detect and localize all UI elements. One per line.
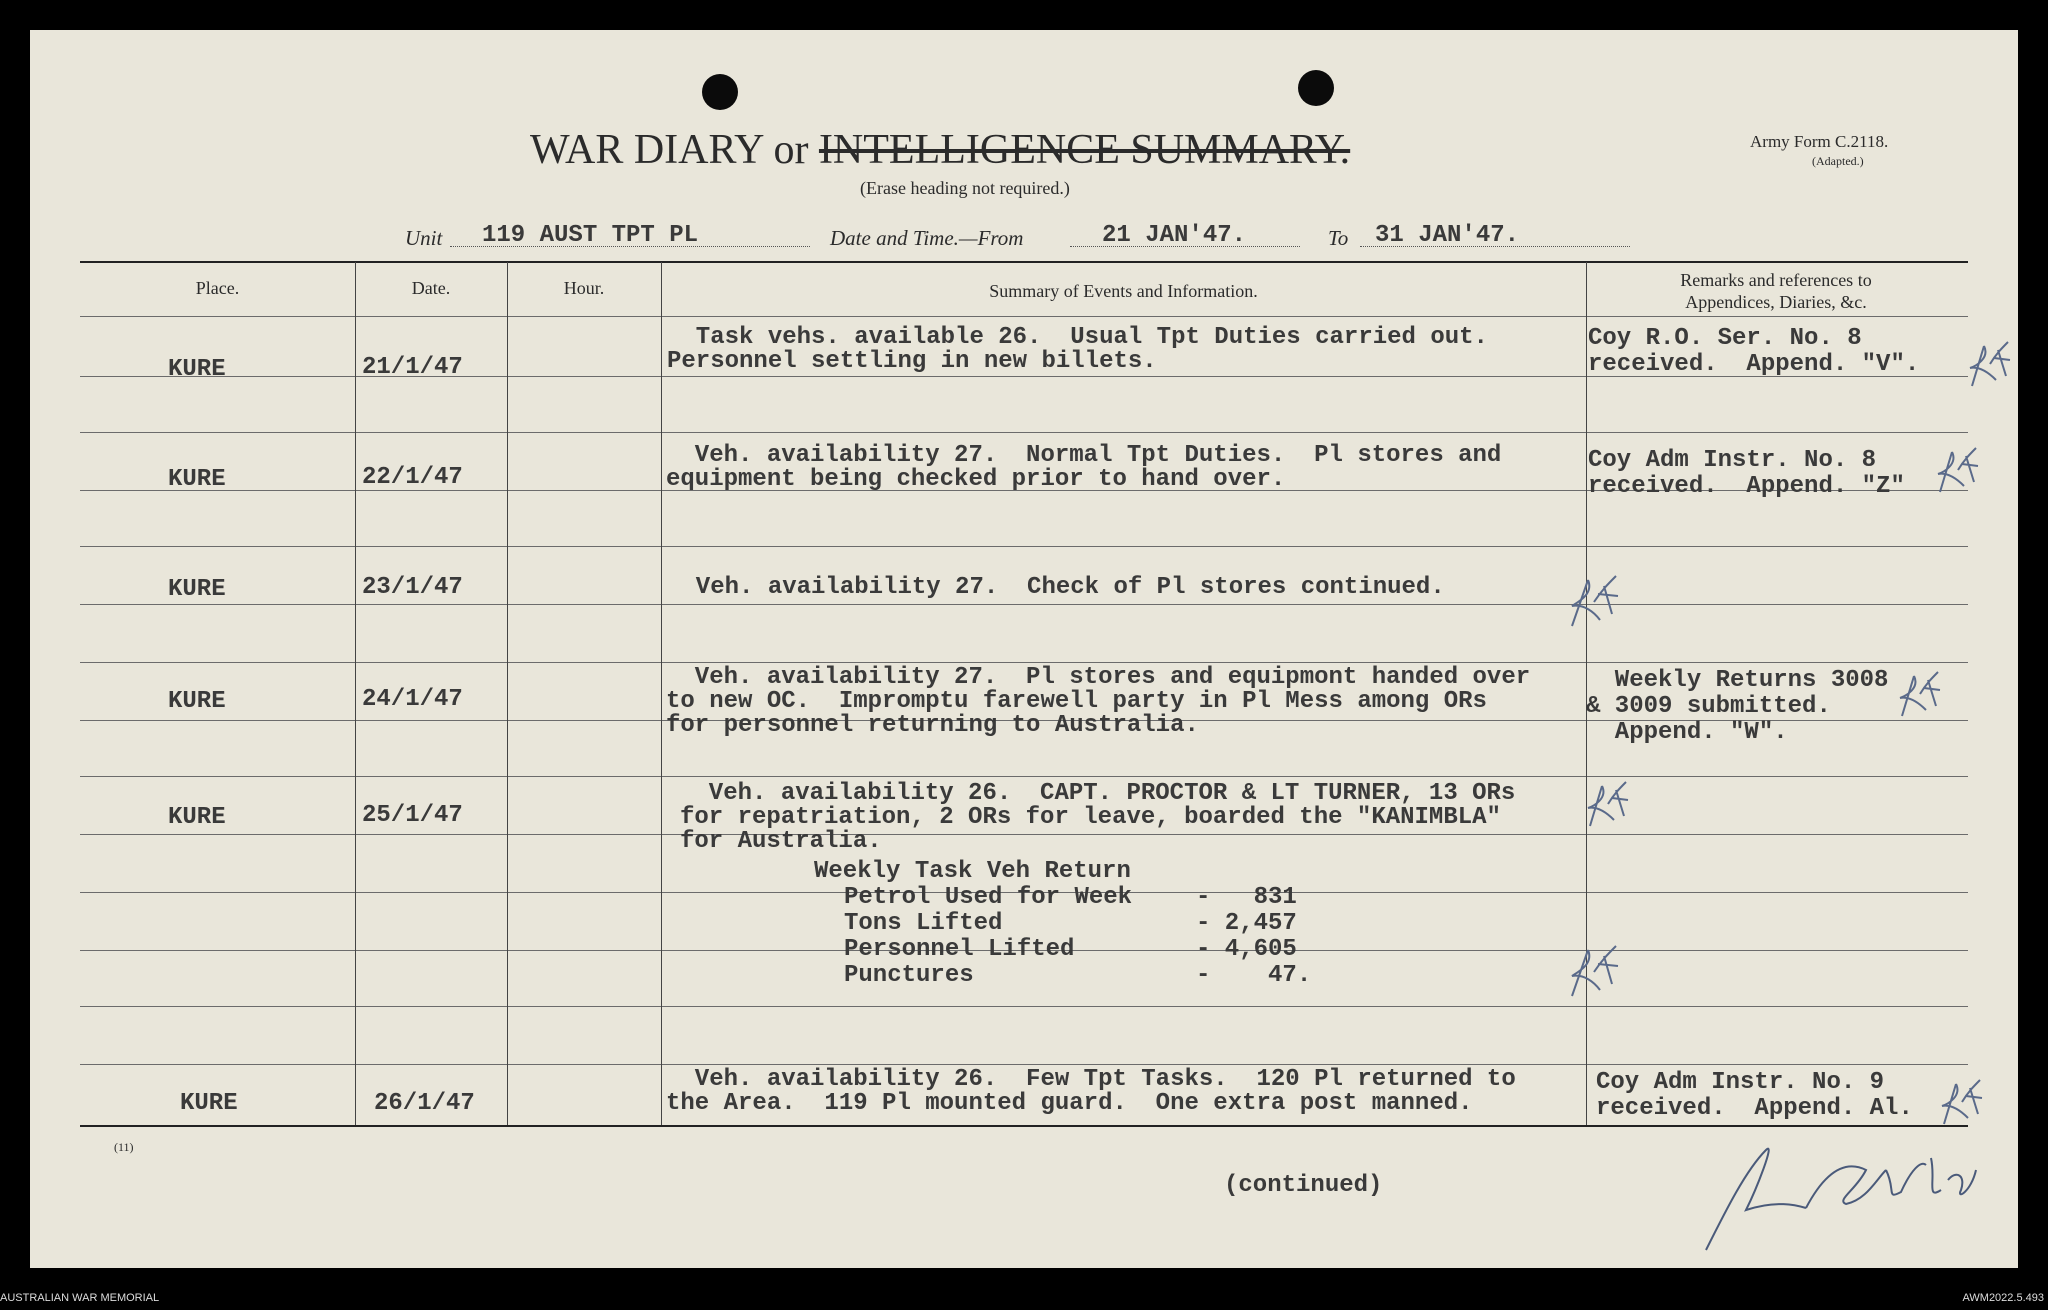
entry-remarks: Coy R.O. Ser. No. 8 received. Append. "V". [1588,325,1920,378]
weekly-return-label: Punctures [844,962,974,989]
entry-place: KURE [168,688,226,715]
subtitle: (Erase heading not required.) [860,178,1070,198]
initials-mark [1566,940,1622,1002]
weekly-return-label: Petrol Used for Week [844,884,1133,911]
entry-summary: Veh. availability 27. Pl stores and equipmont handed over to new OC. Impromptu farewell party in Pl Mess among ORs for personnel returning to Australia. [666,664,1531,739]
weekly-return-value: - 2,457 [1196,910,1297,937]
col-header-place: Place. [195,278,240,298]
entry-date: 24/1/47 [362,686,463,713]
entry-remarks: Coy Adm Instr. No. 8 received. Append. "Z" [1588,447,1905,500]
initials-mark [1966,336,2012,392]
army-form-label: Army Form C.2118. [1750,132,1889,151]
credit-left: AUSTRALIAN WAR MEMORIAL [0,1292,160,1304]
weekly-return-value: - 47. [1196,962,1312,989]
entry-summary: Veh. availability 26. Few Tpt Tasks. 120 Pl returned to the Area. 119 Pl mounted guard. One extra post manned. [666,1066,1516,1117]
page-title [530,126,1350,174]
entry-place: KURE [168,804,226,831]
weekly-return-label: Personnel Lifted [844,936,1075,963]
entry-place: KURE [168,466,226,493]
weekly-return-value: - 831 [1196,884,1297,911]
entry-date: 21/1/47 [362,354,463,381]
weekly-return-value: - 4,605 [1196,936,1297,963]
diary-page [30,30,2018,1268]
initials-mark [1896,666,1946,722]
entry-date: 23/1/47 [362,574,463,601]
title-struck: INTELLIGENCE SUMMARY. [818,127,1351,173]
col-header-summary: Summary of Events and Information. [989,281,1258,301]
entry-place: KURE [180,1090,238,1117]
entry-date: 22/1/47 [362,464,463,491]
initials-mark [1938,1074,1984,1130]
entry-place: KURE [168,576,226,603]
entry-remarks: Coy Adm Instr. No. 9 received. Append. Al. [1596,1069,1913,1122]
unit-label: Unit [405,226,443,250]
entry-summary: Task vehs. available 26. Usual Tpt Duties carried out. Personnel settling in new billets. [667,324,1488,375]
entry-remarks: Weekly Returns 3008 & 3009 submitted. Append. "W". [1586,667,1889,746]
unit-value: 119 AUST TPT PL [482,222,699,249]
continued-note: (continued) [1224,1172,1383,1199]
title-main: WAR DIARY or [530,127,809,173]
punch-hole-right [1298,70,1334,106]
form-number: (11) [114,1140,134,1154]
weekly-return-label: Tons Lifted [844,910,1003,937]
adapted-label: (Adapted.) [1812,154,1864,168]
date-from-label: Date and Time.—From [830,226,1024,250]
col-header-remarks-line2: Appendices, Diaries, &c. [1685,292,1867,312]
date-to-value: 31 JAN'47. [1375,222,1520,249]
unit-underline [450,246,810,247]
entry-summary: Veh. availability 27. Check of Pl stores continued. [667,574,1445,601]
entry-place: KURE [168,356,226,383]
col-header-hour: Hour. [563,278,605,298]
date-from-underline [1070,246,1300,247]
weekly-return-heading: Weekly Task Veh Return [814,858,1131,885]
date-to-label: To [1328,226,1349,250]
date-to-underline [1360,246,1630,247]
credit-right: AWM2022.5.493 [1962,1292,2044,1304]
initials-mark [1566,570,1622,632]
col-header-remarks-line1: Remarks and references to [1680,270,1872,290]
date-from-value: 21 JAN'47. [1102,222,1247,249]
initials-mark [1934,442,1980,498]
signature-mark [1686,1130,1986,1260]
punch-hole-left [702,74,738,110]
initials-mark [1584,776,1634,832]
entry-summary: Veh. availability 26. CAPT. PROCTOR & LT TURNER, 13 ORs for repatriation, 2 ORs for leave, boarded the "KANIMBLA" for Australia. [680,780,1516,855]
entry-date: 25/1/47 [362,802,463,829]
col-header-date: Date. [411,278,451,298]
entry-date: 26/1/47 [374,1090,475,1117]
entry-summary: Veh. availability 27. Normal Tpt Duties. Pl stores and equipment being checked prior to hand over. [666,442,1502,493]
